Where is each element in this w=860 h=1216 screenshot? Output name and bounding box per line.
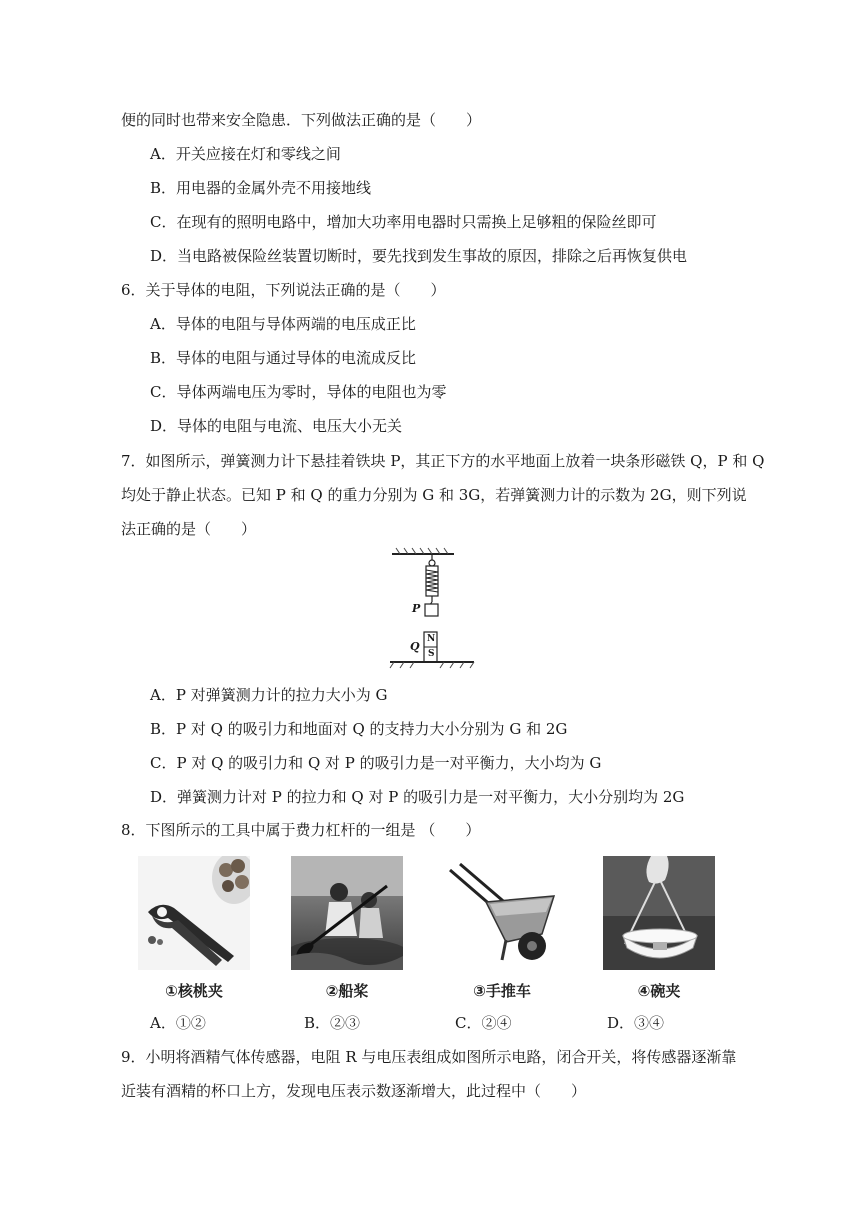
- nutcracker-photo: [138, 856, 250, 970]
- question-9-stem-line-2: 近装有酒精的杯口上方，发现电压表示数逐渐增大，此过程中（ ）: [121, 1082, 587, 1100]
- question-7-option-c: C．P 对 Q 的吸引力和 Q 对 P 的吸引力是一对平衡力，大小均为 G: [150, 754, 602, 772]
- question-6-option-b: B．导体的电阻与通过导体的电流成反比: [150, 349, 417, 367]
- question-6-option-d: D．导体的电阻与电流、电压大小无关: [150, 417, 403, 435]
- bowl-clip-photo: [603, 856, 715, 970]
- figure-label-p: P: [412, 602, 421, 615]
- paddle-photo: [291, 856, 403, 970]
- question-5-option-b: B．用电器的金属外壳不用接地线: [150, 179, 372, 197]
- question-5-stem: 便的同时也带来安全隐患．下列做法正确的是（ ）: [121, 111, 482, 129]
- question-9-stem-line-1: 9．小明将酒精气体传感器，电阻 R 与电压表组成如图所示电路，闭合开关，将传感器逐渐靠: [121, 1048, 737, 1066]
- question-6-option-a: A．导体的电阻与导体两端的电压成正比: [150, 315, 416, 333]
- tool-caption-1: ①核桃夹: [165, 982, 223, 1000]
- nutcracker-icon: [138, 856, 250, 970]
- question-7-stem-line-2: 均处于静止状态。已知 P 和 Q 的重力分别为 G 和 3G，若弹簧测力计的示数为 2G，则下列说: [121, 486, 747, 504]
- wheelbarrow-icon: [446, 856, 558, 970]
- question-8-option-c: C．②④: [455, 1014, 512, 1032]
- question-8-stem: 8．下图所示的工具中属于费力杠杆的一组是 （ ）: [121, 821, 481, 839]
- question-5-option-a: A．开关应接在灯和零线之间: [150, 145, 341, 163]
- magnet-pole-n: N: [427, 634, 436, 644]
- question-5-option-c: C．在现有的照明电路中，增加大功率用电器时只需换上足够粗的保险丝即可: [150, 213, 657, 231]
- tool-caption-3: ③手推车: [473, 982, 531, 1000]
- wheelbarrow-photo: [446, 856, 558, 970]
- question-7-option-a: A．P 对弹簧测力计的拉力大小为 G: [150, 686, 388, 704]
- question-6-option-c: C．导体两端电压为零时，导体的电阻也为零: [150, 383, 447, 401]
- spring-scale-figure: [384, 546, 480, 670]
- question-6-stem: 6．关于导体的电阻，下列说法正确的是（ ）: [121, 281, 446, 299]
- question-8-option-d: D．③④: [607, 1014, 665, 1032]
- bowl-clip-icon: [603, 856, 715, 970]
- question-5-option-d: D．当电路被保险丝装置切断时，要先找到发生事故的原因，排除之后再恢复供电: [150, 247, 688, 265]
- question-7-option-b: B．P 对 Q 的吸引力和地面对 Q 的支持力大小分别为 G 和 2G: [150, 720, 568, 738]
- tool-caption-2: ②船桨: [325, 982, 369, 1000]
- tool-caption-4: ④碗夹: [637, 982, 681, 1000]
- paddle-icon: [291, 856, 403, 970]
- question-8-option-a: A．①②: [150, 1014, 206, 1032]
- question-7-stem-line-1: 7．如图所示，弹簧测力计下悬挂着铁块 P，其正下方的水平地面上放着一块条形磁铁 Q，P 和 Q: [121, 452, 765, 470]
- question-7-option-d: D．弹簧测力计对 P 的拉力和 Q 对 P 的吸引力是一对平衡力，大小分别均为 2G: [150, 788, 685, 806]
- figure-label-q: Q: [410, 640, 420, 653]
- question-8-option-b: B．②③: [304, 1014, 361, 1032]
- magnet-pole-s: S: [428, 649, 435, 659]
- question-7-stem-line-3: 法正确的是（ ）: [121, 520, 257, 538]
